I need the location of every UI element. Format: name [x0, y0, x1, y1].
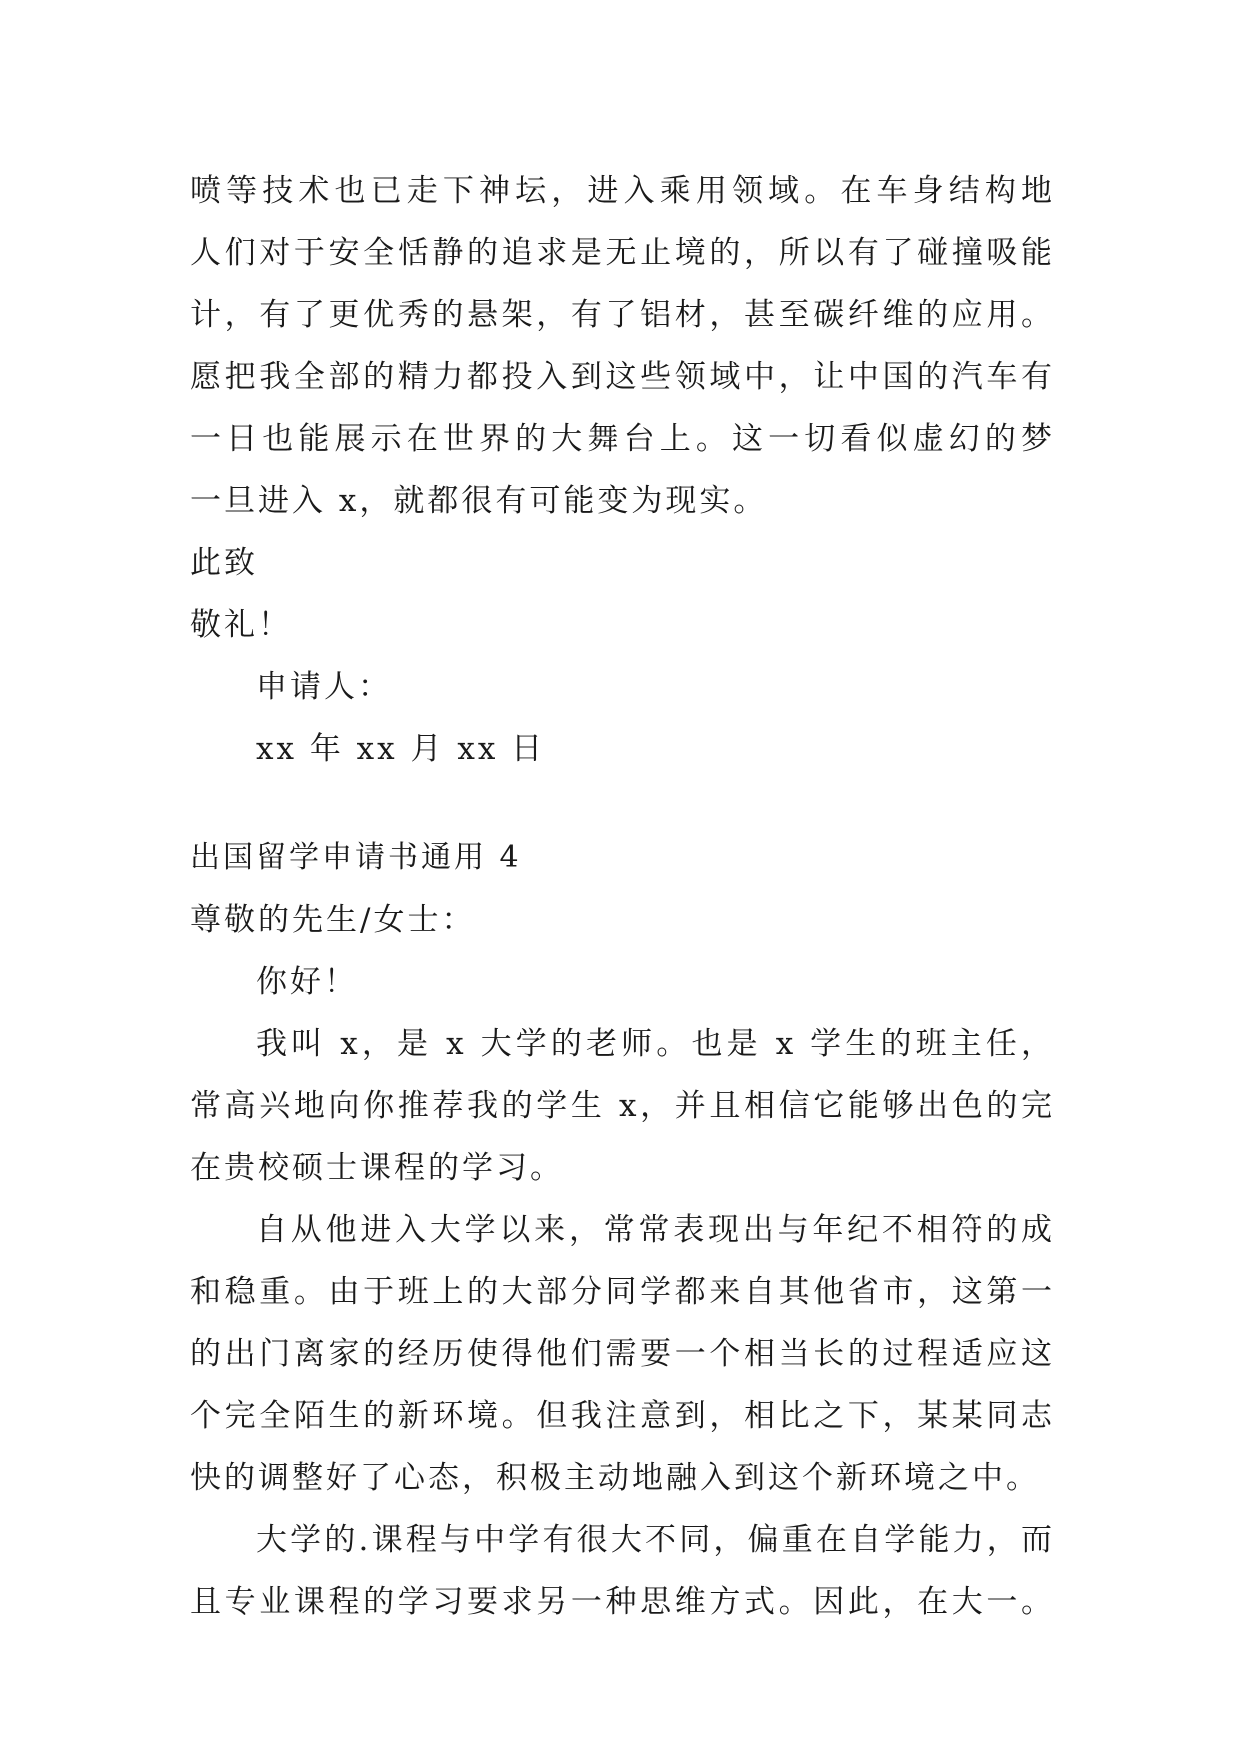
- closing-line: 此致: [190, 545, 258, 581]
- section-title: 出国留学申请书通用 4: [190, 840, 522, 875]
- paragraph-line: 大学的.课程与中学有很大不同，偏重在自学能力，而: [256, 1522, 1055, 1558]
- paragraph-line: 个完全陌生的新环境。但我注意到，相比之下，某某同志: [190, 1398, 1055, 1434]
- paragraph-line: 自从他进入大学以来，常常表现出与年纪不相符的成: [256, 1212, 1055, 1248]
- paragraph-line: 喷等技术也已走下神坛，进入乘用领域。在车身结构地: [190, 173, 1055, 209]
- paragraph-line: 人们对于安全恬静的追求是无止境的，所以有了碰撞吸能: [190, 235, 1055, 271]
- salutation: 尊敬的先生/女士：: [190, 902, 476, 938]
- paragraph-line: 计，有了更优秀的悬架，有了铝材，甚至碳纤维的应用。: [190, 297, 1055, 333]
- paragraph-line: 和稳重。由于班上的大部分同学都来自其他省市，这第一: [190, 1274, 1055, 1310]
- greeting: 你好！: [256, 964, 358, 1000]
- paragraph-line: 且专业课程的学习要求另一种思维方式。因此，在大一。: [190, 1584, 1055, 1620]
- paragraph-line: 我叫 x，是 x 大学的老师。也是 x 学生的班主任，: [256, 1026, 1055, 1062]
- date-line: xx 年 xx 月 xx 日: [256, 731, 546, 767]
- paragraph-line: 愿把我全部的精力都投入到这些领域中，让中国的汽车有: [190, 359, 1055, 395]
- paragraph-line: 的出门离家的经历使得他们需要一个相当长的过程适应这: [190, 1336, 1055, 1372]
- document-body: [190, 160, 1055, 1633]
- applicant-label: 申请人：: [256, 669, 392, 705]
- paragraph-line: 一旦进入 x，就都很有可能变为现实。: [190, 483, 768, 519]
- paragraph-line: 在贵校硕士课程的学习。: [190, 1150, 564, 1186]
- section-spacer: [190, 780, 1055, 827]
- closing-salute: 敬礼！: [190, 607, 292, 643]
- paragraph-line: 一日也能展示在世界的大舞台上。这一切看似虚幻的梦: [190, 421, 1055, 457]
- paragraph-line: 常高兴地向你推荐我的学生 x，并且相信它能够出色的完: [190, 1088, 1055, 1124]
- paragraph-line: 快的调整好了心态，积极主动地融入到这个新环境之中。: [190, 1460, 1040, 1496]
